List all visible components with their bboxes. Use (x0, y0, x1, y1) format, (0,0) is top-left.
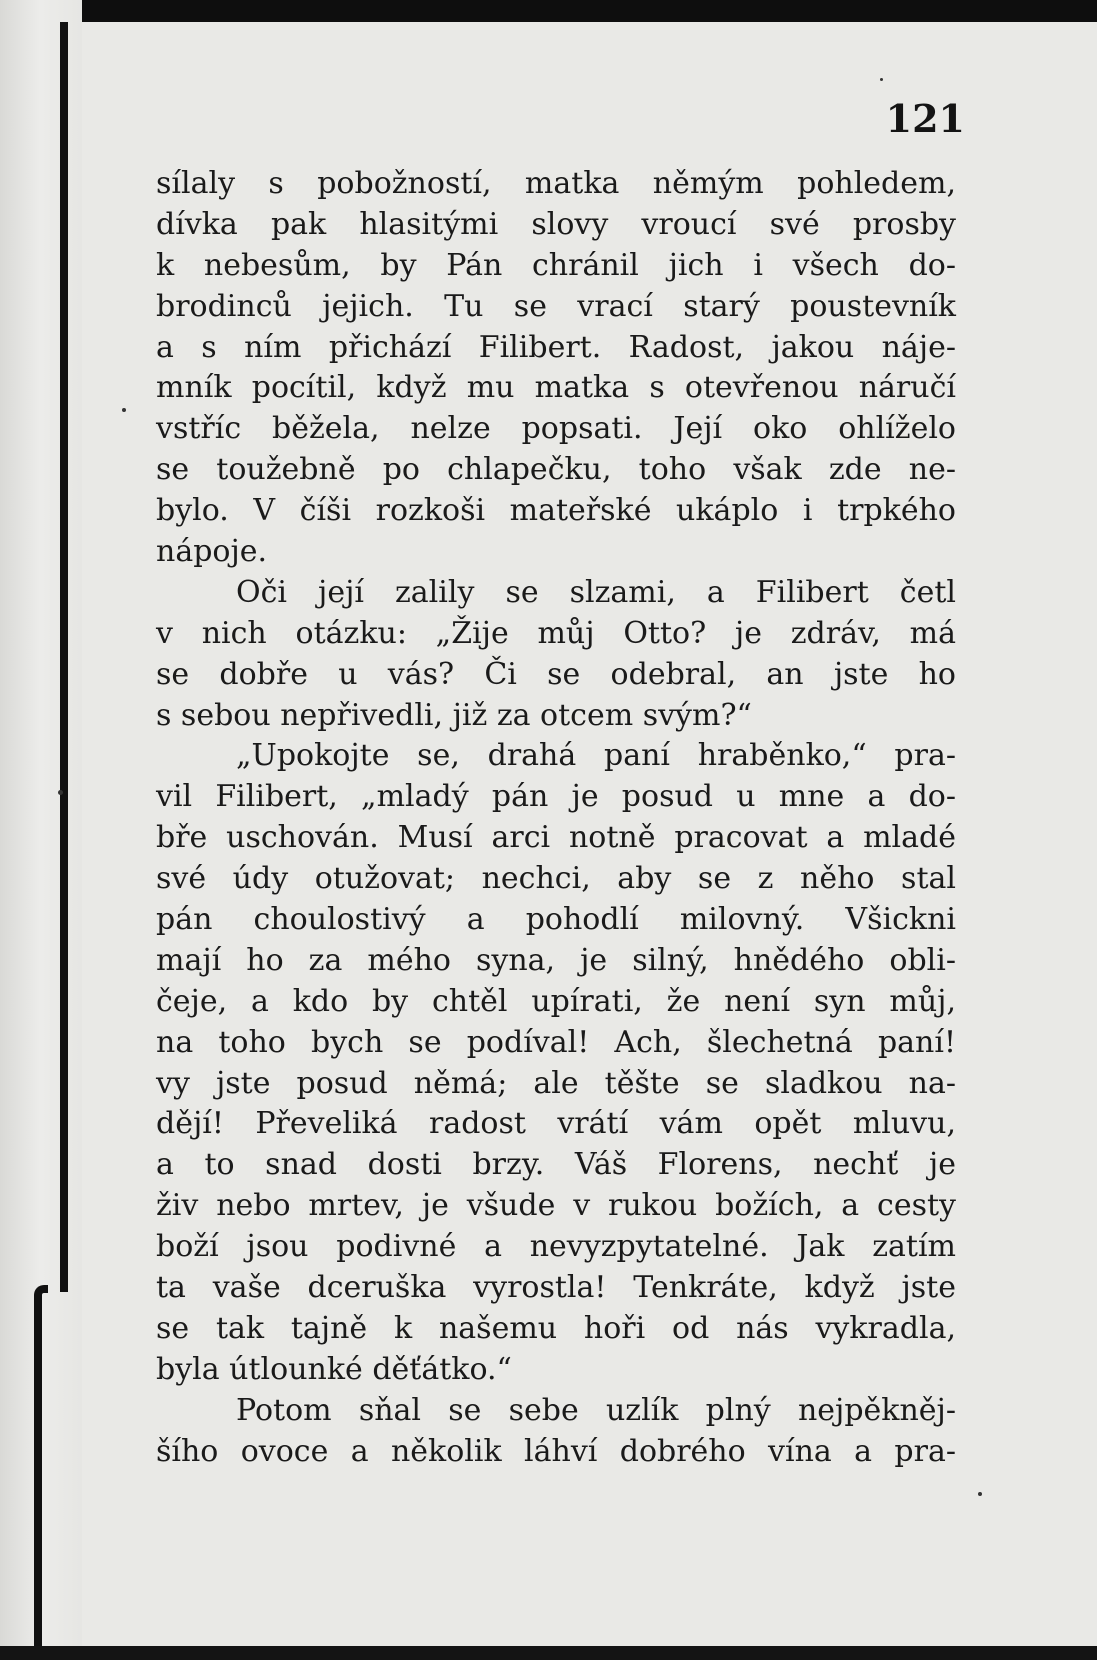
body-text (156, 164, 956, 1473)
text-line: šího ovoce a několik láhví dobrého vína a pra- (156, 1433, 956, 1469)
text-line: mník pocítil, když mu matka s otevřenou náručí (156, 370, 956, 406)
text-line: vy jste posud němá; ale těšte se sladkou na- (156, 1065, 956, 1101)
text-line: své údy otužovat; nechci, aby se z něho stal (156, 861, 956, 897)
text-line: se dobře u vás? Či se odebral, an jste ho (156, 656, 956, 692)
spine-binding-line (60, 22, 68, 1292)
text-line: a to snad dosti brzy. Váš Florens, nechť je (156, 1147, 956, 1183)
page-number: 121 (885, 96, 965, 141)
text-line: nápoje. (156, 534, 268, 570)
text-line: s sebou nepřivedli, již za otcem svým?“ (156, 697, 752, 733)
text-line: boží jsou podivné a nevyzpytatelné. Jak zatím (156, 1229, 956, 1265)
text-line: čeje, a kdo by chtěl upírati, že není syn můj, (156, 983, 956, 1019)
text-line: bylo. V číši rozkoši mateřské ukáplo i trpkého (156, 493, 956, 529)
text-line: vil Filibert, „mladý pán je posud u mne a do- (156, 779, 956, 815)
dust-speck (880, 78, 883, 81)
text-line: a s ním přichází Filibert. Radost, jakou náje- (156, 329, 956, 365)
text-line: na toho bych se podíval! Ach, šlechetná paní! (156, 1024, 956, 1060)
text-line: vstříc běžela, nelze popsati. Její oko ohlíželo (156, 411, 956, 447)
text-line: mají ho za mého syna, je silný, hnědého obli- (156, 942, 956, 978)
scan-bottom-edge (0, 1646, 1097, 1660)
text-line: sílaly s pobožností, matka němým pohledem, (156, 166, 956, 201)
dust-speck (122, 408, 126, 412)
text-line: ta vaše dceruška vyrostla! Tenkráte, když jste (156, 1270, 956, 1306)
text-line: bře uschován. Musí arci notně pracovat a mladé (156, 820, 956, 856)
text-line: v nich otázku: „Žije můj Otto? je zdráv, má (156, 615, 956, 651)
text-line: dívka pak hlasitými slovy vroucí své prosby (156, 206, 956, 242)
text-line: se tak tajně k našemu hoři od nás vykradla, (156, 1310, 956, 1346)
text-line: Potom sňal se sebe uzlík plný nejpěkněj- (236, 1392, 956, 1428)
text-line: Oči její zalily se slzami, a Filibert četl (236, 574, 956, 610)
scan-top-edge (0, 0, 1097, 22)
text-line: k nebesům, by Pán chránil jich i všech do- (156, 247, 956, 283)
spine-binding-curve (34, 1285, 48, 1660)
dust-speck (58, 790, 63, 795)
text-line: byla útlounké děťátko.“ (156, 1351, 512, 1387)
text-line: brodinců jejich. Tu se vrací starý poustevník (156, 288, 956, 324)
text-line: „Upokojte se, drahá paní hraběnko,“ pra- (236, 738, 956, 774)
dust-speck (978, 1492, 982, 1496)
text-line: pán choulostivý a pohodlí milovný. Všickni (156, 902, 956, 938)
text-line: se toužebně po chlapečku, toho však zde ne- (156, 452, 956, 488)
text-line: živ nebo mrtev, je všude v rukou božích, a cesty (156, 1188, 956, 1224)
text-line: dějí! Převeliká radost vrátí vám opět mluvu, (156, 1106, 956, 1142)
